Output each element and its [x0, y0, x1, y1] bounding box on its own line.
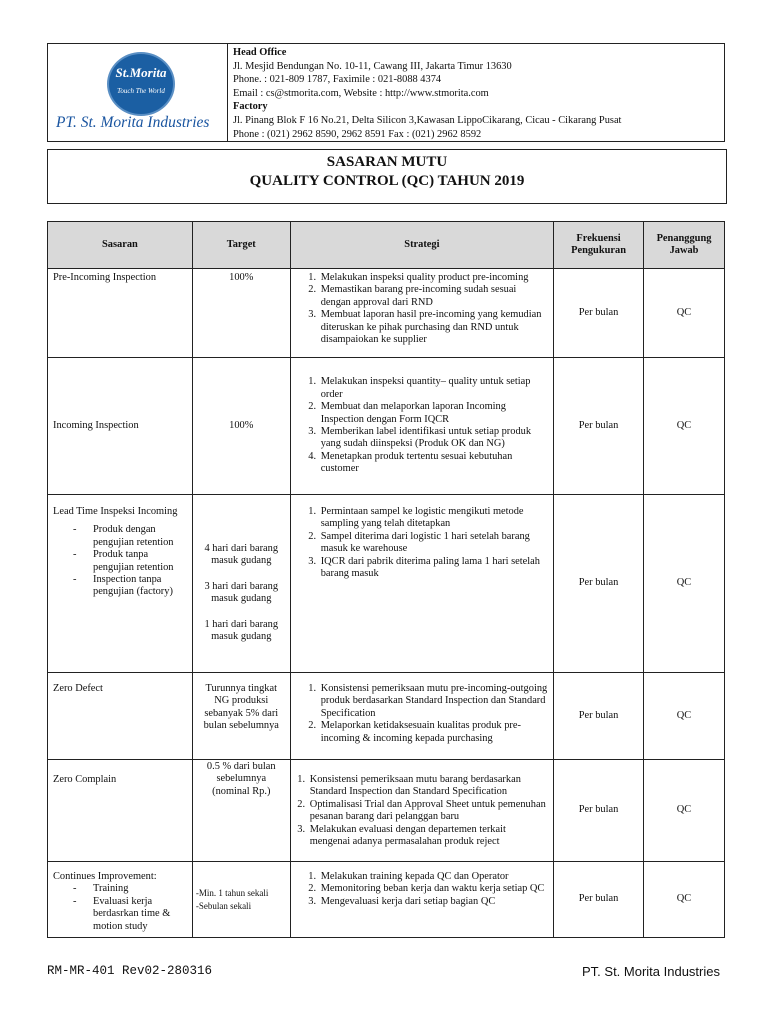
logo-cell — [48, 44, 228, 142]
strategi-item: 3. Memberikan label identifikasi untuk setiap produk yang sudah diinspeksi (Produk OK dan NG) — [319, 426, 548, 451]
target-cell — [192, 495, 290, 673]
logo-brand: St.Morita — [115, 65, 167, 80]
frekuensi-cell: Per bulan — [554, 862, 644, 938]
strategi-item: 1. Konsistensi pemeriksaan mutu barang berdasarkan Standard Inspection dan Standard Specification — [308, 774, 548, 799]
sasaran-cell: Zero Defect — [48, 673, 193, 760]
sasaran-cell — [48, 495, 193, 673]
strategi-cell — [290, 862, 553, 938]
pj-cell: QC — [644, 673, 725, 760]
table-row — [48, 495, 725, 673]
strategi-item: 3. IQCR dari pabrik diterima paling lama 1 hari setelah barang masuk — [319, 556, 548, 581]
target-cell: 0.5 % dari bulan sebelumnya (nominal Rp.) — [192, 760, 290, 862]
strategi-cell — [290, 269, 553, 358]
table-row — [48, 269, 725, 358]
strategi-item: 1. Permintaan sampel ke logistic mengikuti metode sampling yang telah ditetapkan — [319, 506, 548, 531]
table-row — [48, 760, 725, 862]
factory-phone: Phone : (021) 2962 8590, 2962 8591 Fax : (021) 2962 8592 — [233, 128, 482, 140]
target-cell: 100% — [192, 269, 290, 358]
col-header-target: Target — [192, 222, 290, 269]
sub-item-list — [53, 883, 187, 933]
footer-doc-code: RM-MR-401 Rev02-280316 — [47, 964, 213, 978]
quality-objectives-table — [47, 221, 725, 938]
factory-address: Jl. Pinang Blok F 16 No.21, Delta Silicon 3,Kawasan LippoCikarang, Cicau - Cikarang Pusat — [233, 114, 622, 126]
table-header-row — [48, 222, 725, 269]
strategi-item: 3. Melakukan evaluasi dengan departemen terkait mengenai adanya permasalahan produk reject — [308, 824, 548, 849]
target-cell: 100% — [192, 358, 290, 495]
strategi-item: 3. Membuat laporan hasil pre-incoming yang kemudian diteruskan ke pihak purchasing dan RND untuk disampaiokan ke supplier — [319, 309, 548, 346]
col-header-sasaran: Sasaran — [48, 222, 193, 269]
strategi-item: 1. Melakukan inspeksi quantity– quality untuk setiap order — [319, 376, 548, 401]
strategi-item: 3. Mengevaluasi kerja dari setiap bagian QC — [319, 896, 548, 908]
sasaran-cell: Pre-Incoming Inspection — [48, 269, 193, 358]
strategi-item: 2. Optimalisasi Trial dan Approval Sheet untuk pemenuhan pesanan barang dari pelanggan baru — [308, 799, 548, 824]
strategi-item: 2. Memastikan barang pre-incoming sudah sesuai dengan approval dari RND — [319, 284, 548, 309]
pj-cell: QC — [644, 358, 725, 495]
table-row — [48, 358, 725, 495]
target-cell: Turunnya tingkat NG produksi sebanyak 5% dari bulan sebelumnya — [192, 673, 290, 760]
strategi-cell — [290, 673, 553, 760]
strategi-item: 4. Menetapkan produk tertentu sesuai kebutuhan customer — [319, 451, 548, 476]
sasaran-title: Lead Time Inspeksi Incoming — [53, 506, 178, 517]
frekuensi-cell: Per bulan — [554, 673, 644, 760]
frekuensi-cell: Per bulan — [554, 358, 644, 495]
strategi-cell — [290, 358, 553, 495]
sub-item: - Training — [73, 883, 187, 895]
table-row — [48, 862, 725, 938]
col-header-frekuensi: Frekuensi Pengukuran — [554, 222, 644, 269]
sasaran-title: Continues Improvement: — [53, 871, 157, 882]
sub-item: - Inspection tanpa pengujian (factory) — [73, 574, 187, 599]
pj-cell: QC — [644, 269, 725, 358]
document-title — [47, 149, 727, 204]
pj-cell: QC — [644, 760, 725, 862]
head-office-label: Head Office — [233, 47, 287, 58]
table-row — [48, 673, 725, 760]
target-item: -Min. 1 tahun sekali — [195, 888, 269, 899]
strategi-cell — [290, 760, 553, 862]
sub-item-list — [53, 524, 187, 598]
col-header-strategi: Strategi — [290, 222, 553, 269]
sub-item: - Produk dengan pengujian retention — [73, 524, 187, 549]
strategi-cell — [290, 495, 553, 673]
title-line-2: QUALITY CONTROL (QC) TAHUN 2019 — [249, 173, 525, 189]
strategi-item: 1. Konsistensi pemeriksaan mutu pre-incoming-outgoing produk berdasarkan Standard Inspection dan Standard Specification — [319, 683, 548, 720]
col-header-pj: Penanggung Jawab — [644, 222, 725, 269]
strategi-item: 1. Melakukan inspeksi quality product pre-incoming — [319, 272, 548, 284]
sasaran-cell — [48, 862, 193, 938]
pj-cell: QC — [644, 862, 725, 938]
sub-item: - Produk tanpa pengujian retention — [73, 549, 187, 574]
logo-tagline: Touch The World — [117, 87, 165, 95]
pj-cell: QC — [644, 495, 725, 673]
frekuensi-cell: Per bulan — [554, 760, 644, 862]
target-cell — [192, 862, 290, 938]
target-item: 3 hari dari barang masuk gudang — [204, 580, 279, 605]
company-name: PT. St. Morita Industries — [56, 114, 210, 131]
factory-label: Factory — [233, 101, 268, 113]
head-office-address: Jl. Mesjid Bendungan No. 10-11, Cawang III, Jakarta Timur 13630 — [233, 60, 512, 72]
footer-company: PT. St. Morita Industries — [582, 964, 720, 979]
sasaran-cell: Zero Complain — [48, 760, 193, 862]
strategi-item: 2. Membuat dan melaporkan laporan Incoming Inspection dengan Form IQCR — [319, 401, 548, 426]
title-line-1: SASARAN MUTU — [326, 154, 448, 170]
target-item: 1 hari dari barang masuk gudang — [204, 618, 279, 643]
strategi-item: 2. Melaporkan ketidaksesuain kualitas produk pre-incoming & incoming kepada purchasing — [319, 720, 548, 745]
sasaran-cell: Incoming Inspection — [48, 358, 193, 495]
strategi-item: 1. Melakukan training kepada QC dan Operator — [319, 871, 548, 883]
head-office-email: Email : cs@stmorita.com, Website : http://www.stmorita.com — [233, 87, 489, 99]
strategi-item: 2. Memonitoring beban kerja dan waktu kerja setiap QC — [319, 883, 548, 895]
target-item: 4 hari dari barang masuk gudang — [204, 543, 279, 567]
head-office-phone: Phone. : 021-809 1787, Faximile : 021-8088 4374 — [233, 74, 442, 86]
target-item: -Sebulan sekali — [195, 900, 252, 911]
address-block — [228, 44, 725, 142]
frekuensi-cell: Per bulan — [554, 269, 644, 358]
letterhead — [47, 43, 725, 142]
company-logo-icon — [107, 52, 175, 116]
strategi-item: 2. Sampel diterima dari logistic 1 hari setelah barang masuk ke warehouse — [319, 531, 548, 556]
sub-item: - Evaluasi kerja berdasrkan time & motion study — [73, 896, 187, 933]
frekuensi-cell: Per bulan — [554, 495, 644, 673]
